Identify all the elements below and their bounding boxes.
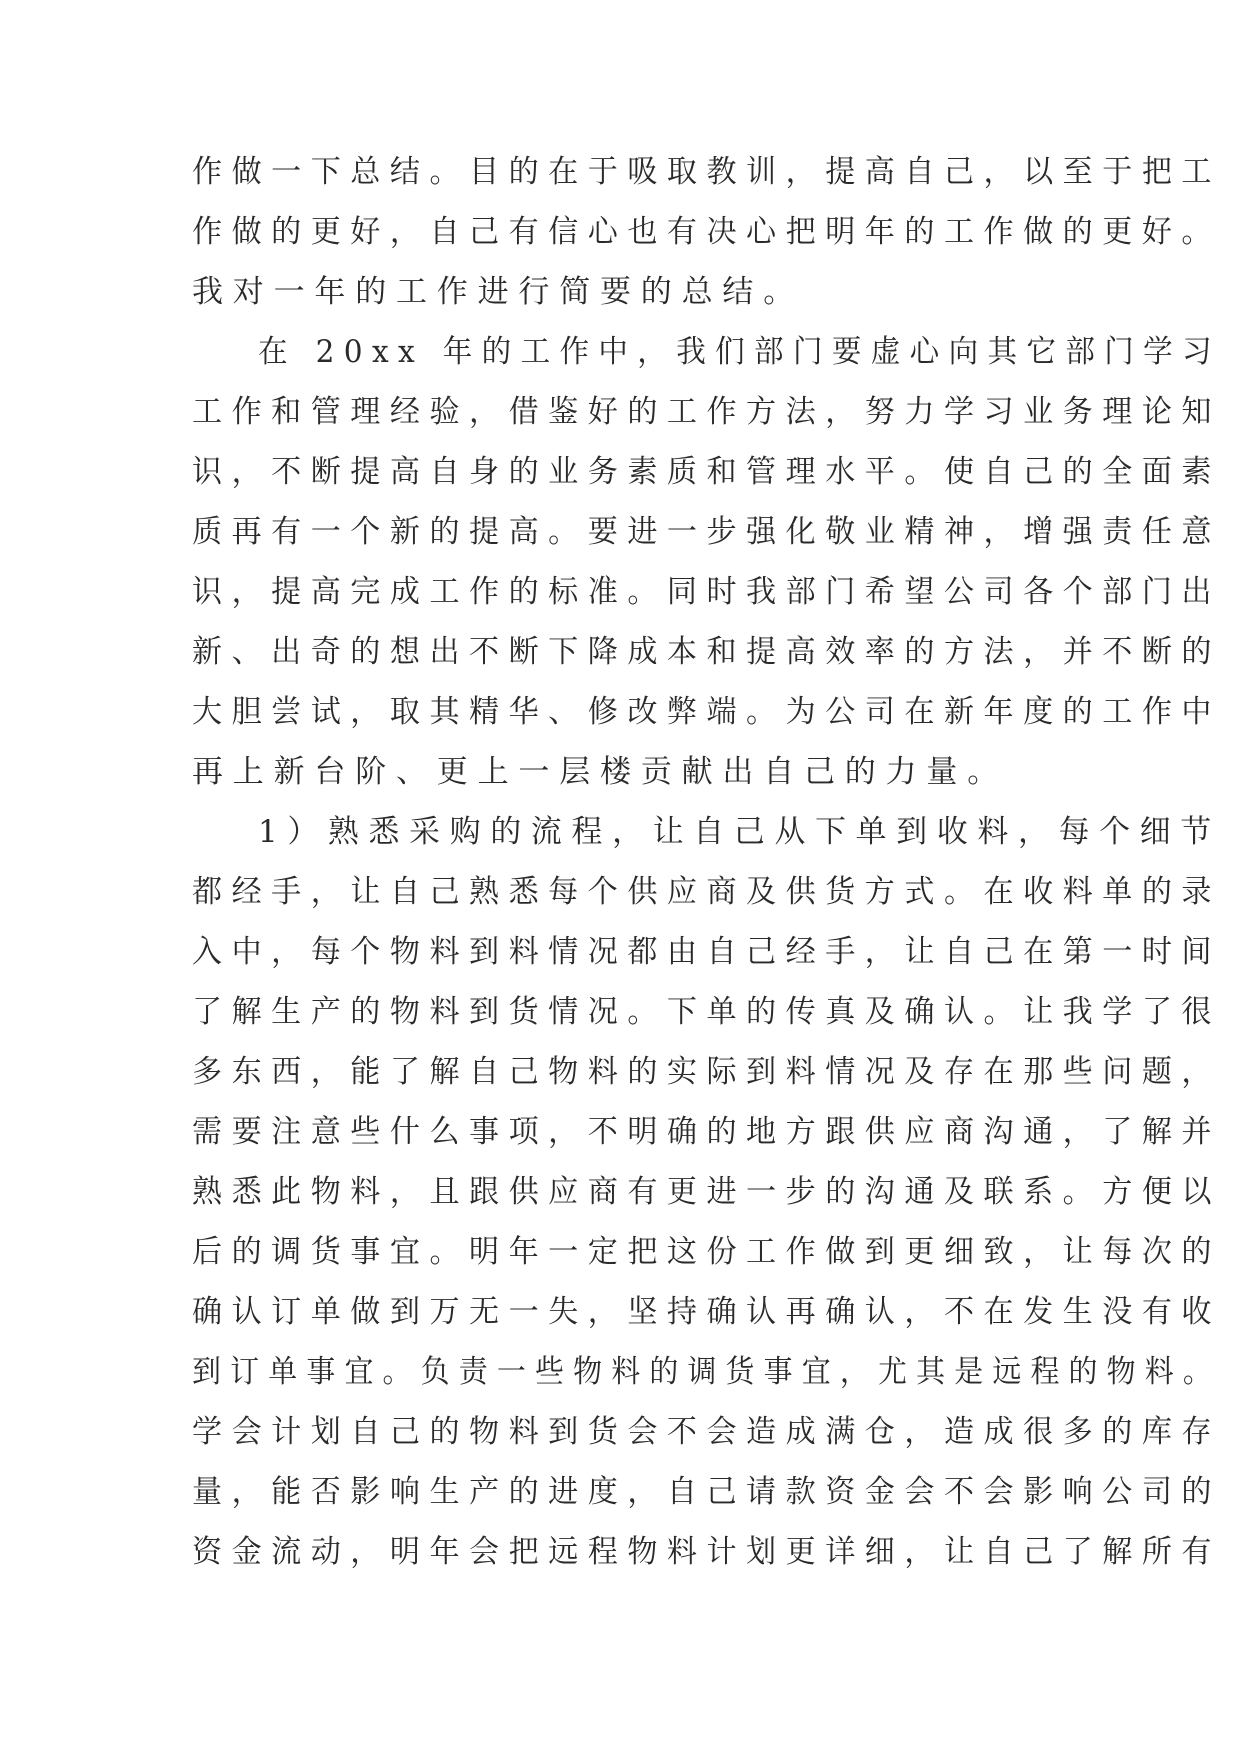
paragraph-3-line-2: 都经手，让自己熟悉每个供应商及供货方式。在收料单的录	[192, 874, 1221, 910]
paragraph-1-line-2: 作做的更好，自己有信心也有决心把明年的工作做的更好。	[192, 214, 1221, 250]
paragraph-3-line-11: 学会计划自己的物料到货会不会造成满仓，造成很多的库存	[192, 1414, 1221, 1450]
paragraph-3-line-8: 后的调货事宜。明年一定把这份工作做到更细致，让每次的	[192, 1234, 1221, 1270]
paragraph-3-line-3: 入中，每个物料到料情况都由自己经手，让自己在第一时间	[192, 934, 1221, 970]
paragraph-2-line-5: 识，提高完成工作的标准。同时我部门希望公司各个部门出	[192, 574, 1221, 610]
paragraph-2-line-4: 质再有一个新的提高。要进一步强化敬业精神，增强责任意	[192, 514, 1221, 550]
paragraph-2-line-2: 工作和管理经验，借鉴好的工作方法，努力学习业务理论知	[192, 394, 1221, 430]
paragraph-3-line-5: 多东西，能了解自己物料的实际到料情况及存在那些问题，	[192, 1054, 1221, 1090]
paragraph-1-line-1: 作做一下总结。目的在于吸取教训，提高自己，以至于把工	[192, 154, 1221, 190]
paragraph-2-line-7: 大胆尝试，取其精华、修改弊端。为公司在新年度的工作中	[192, 694, 1221, 730]
paragraph-2-line-6: 新、出奇的想出不断下降成本和提高效率的方法，并不断的	[192, 634, 1221, 670]
paragraph-3-line-12: 量，能否影响生产的进度，自己请款资金会不会影响公司的	[192, 1474, 1221, 1510]
paragraph-2-line-3: 识，不断提高自身的业务素质和管理水平。使自己的全面素	[192, 454, 1221, 490]
paragraph-3-line-13: 资金流动，明年会把远程物料计划更详细，让自己了解所有	[192, 1534, 1221, 1570]
paragraph-3-line-1: 1）熟悉采购的流程，让自己从下单到收料，每个细节	[258, 814, 1221, 850]
paragraph-3-line-9: 确认订单做到万无一失，坚持确认再确认，不在发生没有收	[192, 1294, 1221, 1330]
paragraph-3-line-4: 了解生产的物料到货情况。下单的传真及确认。让我学了很	[192, 994, 1221, 1030]
paragraph-3-line-7: 熟悉此物料，且跟供应商有更进一步的沟通及联系。方便以	[192, 1174, 1221, 1210]
paragraph-3-line-6: 需要注意些什么事项，不明确的地方跟供应商沟通，了解并	[192, 1114, 1221, 1150]
paragraph-2-line-1: 在 20xx 年的工作中，我们部门要虚心向其它部门学习	[258, 334, 1221, 370]
paragraph-1-line-3: 我对一年的工作进行简要的总结。	[192, 274, 804, 310]
paragraph-3-line-10: 到订单事宜。负责一些物料的调货事宜，尤其是远程的物料。	[192, 1354, 1222, 1390]
paragraph-2-line-8: 再上新台阶、更上一层楼贡献出自己的力量。	[192, 754, 1008, 790]
